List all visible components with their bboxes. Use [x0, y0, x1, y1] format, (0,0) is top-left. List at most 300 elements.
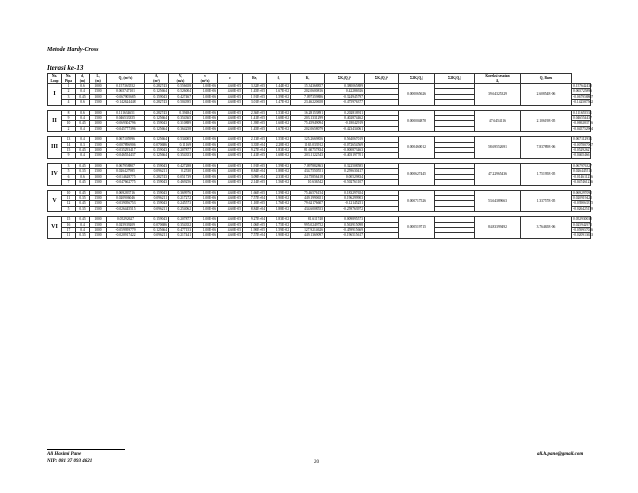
table-cell: 0.3	[76, 142, 90, 147]
table-cell: 1500	[90, 201, 107, 206]
column-header: ν (m²/s)	[193, 74, 218, 84]
table-cell: 4.60E-05	[218, 153, 243, 158]
table-cell: -0.423434061	[325, 126, 365, 131]
table-cell: 0.11169	[169, 142, 193, 147]
table-cell: 1.39E+05	[243, 121, 267, 126]
table-cell: 1.00E-06	[193, 201, 218, 206]
table-cell: 1500	[90, 142, 107, 147]
table-cell: 0.35	[76, 206, 90, 211]
table-cell: 0.564067019	[325, 137, 365, 142]
table-cell: 0.125664	[145, 89, 169, 94]
table-cell: 1.00E-06	[193, 110, 218, 115]
column-header: Vᵢ (m/s)	[169, 74, 193, 84]
sum-2kq: 47.6454116	[475, 110, 521, 132]
column-header: Σ2Kᵢ|Q₀|	[435, 74, 475, 84]
q-new: 0.111655533	[573, 110, 592, 115]
sum-kq2: 0.000519715	[399, 217, 435, 239]
table-cell: -0.072654569	[325, 142, 365, 147]
table-cell: 4.60E-05	[218, 142, 243, 147]
table-cell: 995.0249752	[291, 222, 325, 227]
table-cell: 1.67E-02	[267, 126, 291, 131]
table-cell: 127.9214626	[291, 227, 325, 232]
loop-label: IV	[48, 163, 62, 185]
table-cell: 1.00E-06	[193, 148, 218, 153]
table-cell: 4.60E-05	[218, 206, 243, 211]
table-cell: 1.00E-06	[193, 137, 218, 142]
table-cell: 0.45	[76, 148, 90, 153]
table-cell: 1.00E-06	[193, 121, 218, 126]
pipe-number: 11	[62, 233, 76, 238]
table-cell: 1.91E+05	[243, 163, 267, 168]
table-cell: 1.55E-02	[267, 137, 291, 142]
pipe-number: 8	[62, 110, 76, 115]
table-cell: 0.207877	[169, 148, 193, 153]
table-cell: 1.00E-06	[193, 142, 218, 147]
q-new: -0.069283716	[573, 121, 594, 126]
table-cell: 1.88E-02	[267, 206, 291, 211]
table-cell: 1500	[90, 206, 107, 211]
table-cell: 2.14E+05	[243, 180, 267, 185]
column-header: Reᵢ	[243, 74, 267, 84]
pipe-number: 15	[62, 148, 76, 153]
table-cell: -0.020917422	[107, 233, 145, 238]
table-cell: 0.067958807	[107, 163, 145, 168]
table-cell: 1.00E-06	[193, 100, 218, 105]
table-cell: 0.4	[76, 222, 90, 227]
table-cell: 7.097882863	[291, 163, 325, 168]
table-cell: -0.142624448	[107, 100, 145, 105]
table-cell: 0.427288	[169, 163, 193, 168]
table-cell: 1000	[90, 217, 107, 222]
table-cell: 0.6	[76, 110, 90, 115]
table-cell: 0.45	[76, 201, 90, 206]
table-cell: 0.556658	[169, 84, 193, 89]
table-cell: 0.504395	[169, 100, 193, 105]
column-header: No. Loop	[48, 74, 62, 84]
pipe-number: 16	[62, 222, 76, 227]
table-cell: 2.28E-02	[267, 142, 291, 147]
q-new: -0.039063375	[573, 201, 594, 206]
table-cell: -0.502761107	[325, 180, 365, 185]
table-cell: 4.60E-05	[218, 84, 243, 89]
hardy-cross-table	[47, 73, 594, 239]
table-cell: 125.2669856	[291, 137, 325, 142]
table-cell: 0.207877	[169, 217, 193, 222]
table-cell: 9.27E+04	[243, 217, 267, 222]
table-cell: 1.83E-02	[267, 217, 291, 222]
table-cell: 2.36E+05	[243, 110, 267, 115]
column-header: No. Pipa	[62, 74, 76, 84]
table-cell: -0.259763972	[325, 206, 365, 211]
sum-kq2: 0.000627445	[399, 163, 435, 185]
table-cell: 0.096211	[145, 233, 169, 238]
table-cell: 0.217441	[169, 233, 193, 238]
table-cell: 0.020906046	[107, 195, 145, 200]
table-cell: 0.35	[76, 195, 90, 200]
table-cell: 0.196299903	[325, 195, 365, 200]
q-new: 0.046554437	[573, 116, 592, 121]
table-cell: 0.402874462	[325, 116, 365, 121]
table-cell: 1.90E+05	[243, 227, 267, 232]
table-cell: 1.00E-06	[193, 153, 218, 158]
pipe-number: 9	[62, 116, 76, 121]
table-cell: 1000	[90, 94, 107, 99]
q-new: 0.157642438	[573, 84, 592, 88]
table-cell: -0.014628775	[107, 174, 145, 179]
table-cell: 0.159043	[145, 190, 169, 195]
loop-label: VI	[48, 217, 62, 239]
table-cell: 81.611748	[291, 217, 325, 222]
table-cell: 0.125664	[145, 153, 169, 158]
table-cell: 0.070686	[145, 222, 169, 227]
table-cell: 0.125664	[145, 126, 169, 131]
table-cell: 4.60E-05	[218, 89, 243, 94]
column-header: ΣKᵢ(Q₀)²	[325, 74, 365, 84]
table-cell: 1000	[90, 110, 107, 115]
table-cell: 203.1122543	[291, 153, 325, 158]
table-cell: 449.1369097	[291, 233, 325, 238]
table-cell: 0.6	[76, 100, 90, 105]
table-cell: 1500	[90, 116, 107, 121]
table-cell: 1.00E-06	[193, 227, 218, 232]
q-new: -0.045752904	[573, 126, 594, 131]
delta-correction: 7.83789E-06	[521, 137, 572, 159]
table-cell: 4.60E-05	[218, 227, 243, 232]
table-cell: -0.039056753	[107, 201, 145, 206]
table-cell: 1.90E-02	[267, 233, 291, 238]
pipe-number: 11	[62, 195, 76, 200]
table-cell: 0.45	[76, 163, 90, 168]
table-cell: 1.53E-02	[267, 110, 291, 115]
kq2-cell	[365, 233, 399, 238]
table-cell: 4.60E-05	[218, 222, 243, 227]
pipe-number: 12	[62, 201, 76, 206]
table-cell: 434.7550551	[291, 169, 325, 174]
table-cell: 0.4	[76, 227, 90, 232]
table-cell: 9.27E+04	[243, 148, 267, 153]
table-cell: 75.46576154	[291, 190, 325, 195]
table-cell: 1500	[90, 153, 107, 158]
table-cell: 0.125664	[145, 116, 169, 121]
table-cell: 1.00E-06	[193, 116, 218, 121]
table-cell: 202.0658079	[291, 126, 325, 131]
pipe-number: 2	[62, 89, 76, 94]
table-cell: 1.00E-06	[193, 206, 218, 211]
table-cell: 1.44E-02	[267, 84, 291, 89]
pipe-number: 2	[62, 126, 76, 131]
loop-label: I	[48, 84, 62, 106]
table-cell: 1.00E-06	[193, 190, 218, 195]
q-new: 0.067976327	[573, 163, 592, 168]
table-cell: 1500	[90, 169, 107, 174]
table-cell: 0.159043	[145, 217, 169, 222]
table-cell: 1.83E-02	[267, 148, 291, 153]
table-cell: 7.57E+04	[243, 233, 267, 238]
table-cell: 0.282743	[145, 84, 169, 89]
table-cell: 1000	[90, 137, 107, 142]
table-cell: 10.636542	[291, 180, 325, 185]
pipe-number: 9	[62, 153, 76, 158]
table-cell: -0.324945797	[325, 94, 365, 99]
table-cell: 0.310889	[169, 121, 193, 126]
delta-correction: 3.76465E-06	[521, 217, 572, 239]
q-new: -0.047461236	[573, 180, 594, 185]
table-cell: 0.026427985	[107, 169, 145, 174]
footer-rule	[47, 449, 125, 450]
table-cell: 0.563915098	[325, 222, 365, 227]
table-cell: 1.67E-02	[267, 89, 291, 94]
table-cell: 0.05292627	[107, 217, 145, 222]
table-cell: 16.28153891	[291, 110, 325, 115]
table-cell: 0.354365	[169, 116, 193, 121]
table-cell: 0.159043	[145, 201, 169, 206]
table-cell: 0.354352	[169, 222, 193, 227]
table-cell: 1000	[90, 84, 107, 89]
q-new: -0.014611256	[573, 174, 593, 179]
pipe-number: 3	[62, 163, 76, 168]
table-cell: 0.35	[76, 233, 90, 238]
table-cell: 1.90E-02	[267, 195, 291, 200]
table-cell: 0.159043	[145, 148, 169, 153]
table-row	[48, 110, 591, 115]
table-cell: 0.159043	[145, 163, 169, 168]
q-new: 0.052930038	[573, 217, 592, 222]
column-header: Koreksi sesatan Δᵢ	[475, 74, 521, 84]
q-new: -0.059957026	[573, 227, 594, 232]
table-cell: 4.60E-05	[218, 190, 243, 195]
column-header: ΣKᵢ(Q₀)²	[365, 74, 399, 84]
table-cell: 1500	[90, 126, 107, 131]
table-cell: 4.60E-05	[218, 180, 243, 185]
delta-correction: 1.75195E-05	[521, 163, 572, 185]
table-cell: 1000	[90, 148, 107, 153]
sum-2kq: 84.83399492	[475, 217, 521, 239]
table-cell: 0.35	[76, 169, 90, 174]
table-cell: 1500	[90, 100, 107, 105]
column-header: Q₀ Baru	[521, 74, 572, 84]
table-cell: 203.1331299	[291, 116, 325, 121]
table-cell: 0.534005	[169, 137, 193, 142]
pipe-number: 5	[62, 169, 76, 174]
pipe-number: 17	[62, 227, 76, 232]
q-new: -0.020913653	[573, 233, 594, 238]
table-cell: 1.91E+05	[243, 94, 267, 99]
sum-kq2: 0.000004878	[399, 110, 435, 132]
table-cell: 0.4	[76, 89, 90, 94]
table-cell: -0.047662775	[107, 180, 145, 185]
table-cell: 1500	[90, 180, 107, 185]
table-cell: 0.6	[76, 174, 90, 179]
table-cell: 1.00E-06	[193, 94, 218, 99]
table-cell: 3.32E+05	[243, 84, 267, 89]
table-cell: 81.60757834	[291, 148, 325, 153]
table-cell: 4.60E-05	[218, 163, 243, 168]
table-cell: 0.282743	[145, 100, 169, 105]
table-cell: 0.245573	[169, 201, 193, 206]
page-number: 20	[314, 460, 319, 465]
table-cell: 4.60E-05	[218, 169, 243, 174]
table-row	[48, 190, 591, 195]
table-cell: -0.403197701	[325, 153, 365, 158]
table-cell: 0.157363552	[107, 84, 145, 89]
table-cell: 0.259630417	[325, 169, 365, 174]
table-row	[48, 137, 591, 142]
table-cell: 1.00E-06	[193, 84, 218, 89]
table-cell: 4.60E-05	[218, 110, 243, 115]
table-cell: -0.069304796	[107, 121, 145, 126]
table-cell: 0.45	[76, 180, 90, 185]
table-cell: 1.45E+05	[243, 126, 267, 131]
table-cell: 1500	[90, 195, 107, 200]
table-cell: -0.059959779	[107, 227, 145, 232]
table-cell: 1165.033912	[291, 142, 325, 147]
author-nip: NIP: 081 37 093 4621	[47, 459, 93, 464]
sum-2kq: 53.64389663	[475, 190, 521, 212]
table-cell: 0.364258	[169, 126, 193, 131]
loop-label: II	[48, 110, 62, 132]
table-cell: 1.88E-02	[267, 169, 291, 174]
table-cell: 2.33E-02	[267, 174, 291, 179]
sum-kq2: 0.000065626	[399, 84, 435, 106]
document-title: Metode Hardy-Cross	[47, 47, 99, 53]
q-new: 0.020919422	[573, 195, 592, 200]
table-cell: 15.34368857	[291, 84, 325, 89]
table-cell: 4.60E-05	[218, 121, 243, 126]
header-row	[48, 74, 591, 84]
table-cell: 0.477153	[169, 227, 193, 232]
table-cell: 1.06E+05	[243, 222, 267, 227]
table-cell: 4.60E-05	[218, 201, 243, 206]
column-header: dᵢ (m)	[76, 74, 90, 84]
table-cell: 0.159043	[145, 121, 169, 126]
table-cell: 0.354353	[169, 153, 193, 158]
table-cell: 3.01E+05	[243, 100, 267, 105]
table-cell: 0.125664	[145, 227, 169, 232]
2kq-cell	[435, 233, 475, 238]
table-cell: 1.00E-06	[193, 217, 218, 222]
table-cell: 0.111634651	[107, 110, 145, 115]
table-cell: 1.66E+05	[243, 190, 267, 195]
table-cell: 8.84E+04	[243, 169, 267, 174]
table-cell: 1000	[90, 190, 107, 195]
table-cell: 0.067105996	[107, 137, 145, 142]
column-header: Σ2Kᵢ|Q₀|	[399, 74, 435, 84]
table-cell: 0.526004	[169, 89, 193, 94]
q-new: 0.065725896	[573, 89, 592, 94]
table-cell: 1.45E+05	[243, 89, 267, 94]
table-cell: 1.00E-06	[193, 126, 218, 131]
table-cell: 1000	[90, 227, 107, 232]
table-cell: 1.47E-02	[267, 100, 291, 105]
table-cell: 1.00E-06	[193, 89, 218, 94]
table-cell: 1500	[90, 222, 107, 227]
table-cell: 1.00E-06	[193, 174, 218, 179]
table-cell: 4.60E-05	[218, 94, 243, 99]
q-new: 0.069297092	[573, 190, 592, 195]
table-cell: 0.282743	[145, 174, 169, 179]
table-cell: 4.60E-05	[218, 217, 243, 222]
table-cell: 0.4	[76, 137, 90, 142]
table-cell: 0.282743	[145, 110, 169, 115]
table-cell: 0.2530	[169, 169, 193, 174]
table-cell: 1.75E-02	[267, 222, 291, 227]
table-cell: 1.68E-02	[267, 116, 291, 121]
table-cell: 4.60E-05	[218, 233, 243, 238]
table-cell: 0.4	[76, 126, 90, 131]
table-cell: 0.00529834	[325, 174, 365, 179]
column-header: Kᵢ	[291, 74, 325, 84]
pipe-number: 6	[62, 174, 76, 179]
table-cell: -0.459915669	[325, 227, 365, 232]
q-new: -0.007887067	[573, 142, 594, 147]
table-cell: 0.069283716	[107, 190, 145, 195]
table-cell: 4.60E-05	[218, 148, 243, 153]
sum-2kq: 58.69552691	[475, 137, 521, 159]
table-cell: -0.026445515	[107, 206, 145, 211]
table-cell: 434.6008553	[291, 206, 325, 211]
author-email: ali.h.pane@gmail.com	[537, 452, 584, 457]
table-cell: 1.68E-02	[267, 153, 291, 158]
table-cell: 1.00E-06	[193, 233, 218, 238]
table-cell: 4.60E-05	[218, 174, 243, 179]
table-cell: 3.35E+04	[243, 142, 267, 147]
table-cell: -0.000873463	[325, 148, 365, 153]
table-cell: 449.1990651	[291, 195, 325, 200]
column-header: Aᵢ (m²)	[145, 74, 169, 84]
table-cell: -0.046554437	[107, 153, 145, 158]
table-cell: 1.41E+05	[243, 153, 267, 158]
table-cell: 1500	[90, 233, 107, 238]
table-cell: 0.45	[76, 94, 90, 99]
table-cell: 0.45	[76, 217, 90, 222]
table-cell: 1.59E-02	[267, 163, 291, 168]
table-cell: 2.13E+05	[243, 137, 267, 142]
table-cell: 202.0600816	[291, 89, 325, 94]
table-cell: 1000	[90, 163, 107, 168]
q-new: -0.026425159	[573, 206, 594, 211]
table-cell: 1000	[90, 121, 107, 126]
table-cell: 1.59E-02	[267, 94, 291, 99]
column-header: Lᵢ (m)	[90, 74, 107, 84]
table-cell: 0.322508585	[325, 163, 365, 168]
table-cell: 1.00E-06	[193, 180, 218, 185]
table-cell: -0.475976377	[325, 100, 365, 105]
table-cell: 8.84E+04	[243, 206, 267, 211]
table-cell: 0.183297654	[325, 190, 365, 195]
q-new: -0.067958807	[573, 94, 594, 99]
table-cell: 0.025939209	[107, 222, 145, 227]
table-cell: -0.007896906	[107, 142, 145, 147]
table-cell: 75.45949094	[291, 121, 325, 126]
table-cell: 4.60E-05	[218, 116, 243, 121]
author-name: Ali Hasimi Pane	[47, 452, 82, 457]
pipe-number: 5	[62, 206, 76, 211]
delta-correction: 2.60854E-06	[521, 84, 572, 106]
table-cell: 0.159043	[145, 94, 169, 99]
column-header: Q₀ (m³/s)	[107, 74, 145, 84]
table-cell: 0.45	[76, 190, 90, 195]
table-cell: 1.76E-02	[267, 201, 291, 206]
q-new: -0.05292627	[573, 148, 592, 153]
table-cell: 0.051739	[169, 174, 193, 179]
table-cell: 1.41E+05	[243, 116, 267, 121]
table-cell: 0.42286926	[325, 89, 365, 94]
table-cell: 4.60E-05	[218, 195, 243, 200]
table-cell: 0.065747101	[107, 89, 145, 94]
table-cell: 4.60E-05	[218, 126, 243, 131]
sum-kq2: 0.000717526	[399, 190, 435, 212]
pipe-number: 15	[62, 217, 76, 222]
